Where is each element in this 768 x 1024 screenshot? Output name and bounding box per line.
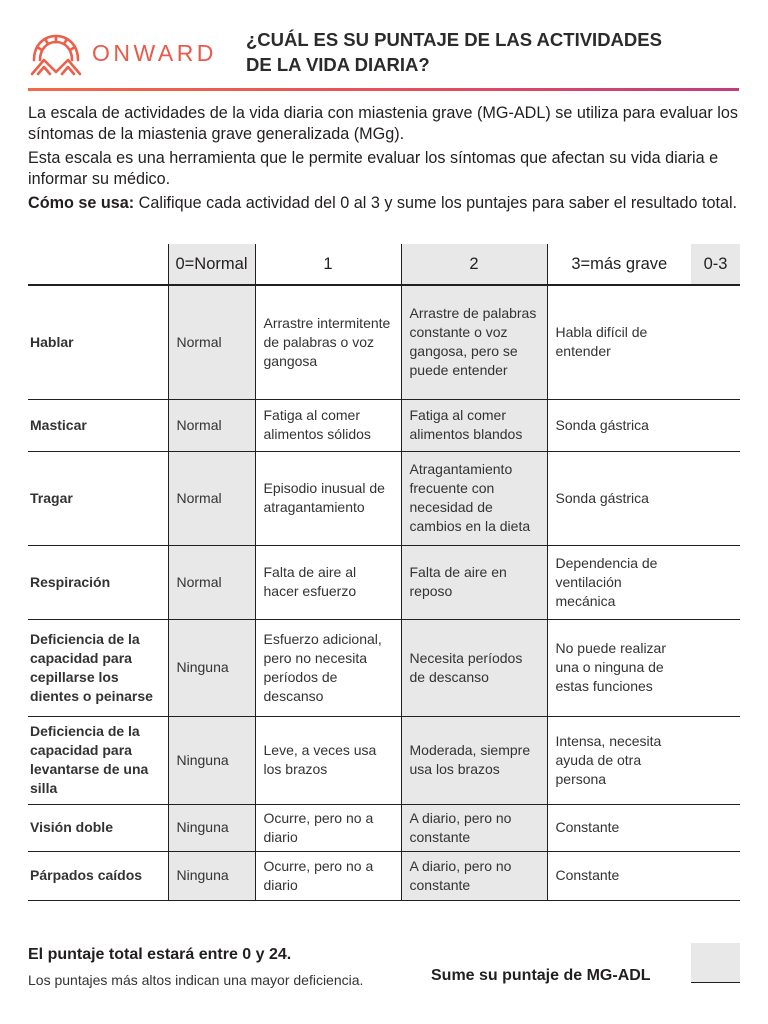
score-1-text: Fatiga al comer alimentos sólidos [255,399,401,451]
score-entry-field[interactable] [691,851,740,900]
score-3-text: No puede realizar una o ninguna de estas funciones [547,619,691,716]
activity-label: Deficiencia de la capacidad para levantarse de una silla [28,716,168,804]
score-0-text: Normal [168,451,255,545]
table-row [28,285,740,399]
score-1-text: Falta de aire al hacer esfuerzo [255,545,401,619]
table-row [28,804,740,851]
brand-name: ONWARD [92,40,217,66]
header-blank-cell [28,244,168,285]
header-score-range: 0-3 [691,244,740,285]
score-1-text: Esfuerzo adicional, pero no necesita períodos de descanso [255,619,401,716]
score-1-text: Ocurre, pero no a diario [255,804,401,851]
score-2-text: Arrastre de palabras constante o voz gangosa, pero se puede entender [401,285,547,399]
onward-logo-icon [28,30,84,78]
score-0-text: Ninguna [168,804,255,851]
header-score-1: 1 [255,244,401,285]
score-3-text: Constante [547,804,691,851]
intro-paragraph-2: Esta escala es una herramienta que le permite evaluar los síntomas que afectan su vida diaria e informar su médico. [28,149,719,188]
score-entry-field[interactable] [691,804,740,851]
how-to-label: Cómo se usa: [28,194,135,212]
score-0-text: Ninguna [168,851,255,900]
intro-paragraph-1: La escala de actividades de la vida diaria con miastenia grave (MG-ADL) se utiliza para evaluar los síntomas de la miastenia grave generalizada (MGg). [28,104,738,143]
mg-adl-table [28,244,740,901]
score-0-text: Normal [168,399,255,451]
how-to-text: Califique cada actividad del 0 al 3 y sume los puntajes para saber el resultado total. [134,194,738,212]
table-row [28,451,740,545]
score-3-text: Dependencia de ventilación mecánica [547,545,691,619]
score-2-text: Necesita períodos de descanso [401,619,547,716]
score-1-text: Episodio inusual de atragantamiento [255,451,401,545]
activity-label: Respiración [28,545,168,619]
table-row [28,545,740,619]
header-score-2: 2 [401,244,547,285]
score-3-text: Sonda gástrica [547,451,691,545]
score-entry-field[interactable] [691,716,740,804]
score-3-text: Sonda gástrica [547,399,691,451]
score-0-text: Normal [168,285,255,399]
intro-paragraph-3 [28,193,740,214]
activity-label: Visión doble [28,804,168,851]
sum-score-label: Sume su puntaje de MG-ADL [431,967,651,984]
score-1-text: Ocurre, pero no a diario [255,851,401,900]
score-entry-field[interactable] [691,545,740,619]
score-0-text: Normal [168,545,255,619]
score-2-text: A diario, pero no constante [401,851,547,900]
table-row [28,619,740,716]
score-0-text: Ninguna [168,619,255,716]
accent-divider [28,88,739,91]
page-title-line-2: DE LA VIDA DIARIA? [246,54,430,75]
activity-label: Masticar [28,399,168,451]
intro-text [28,103,740,218]
header-score-0: 0=Normal [168,244,255,285]
table-row [28,399,740,451]
header-score-3: 3=más grave [547,244,691,285]
table-header-row [28,244,740,285]
page-header [0,0,768,92]
score-entry-field[interactable] [691,451,740,545]
score-3-text: Habla difícil de entender [547,285,691,399]
score-2-text: A diario, pero no constante [401,804,547,851]
score-0-text: Ninguna [168,716,255,804]
activity-label: Hablar [28,285,168,399]
score-1-text: Arrastre intermitente de palabras o voz gangosa [255,285,401,399]
page-title [246,27,746,77]
total-score-field[interactable] [691,943,740,983]
activity-label: Párpados caídos [28,851,168,900]
activity-label: Deficiencia de la capacidad para cepillarse los dientes o peinarse [28,619,168,716]
score-2-text: Moderada, siempre usa los brazos [401,716,547,804]
score-3-text: Constante [547,851,691,900]
table-row [28,716,740,804]
score-entry-field[interactable] [691,619,740,716]
activity-label: Tragar [28,451,168,545]
page-title-line-1: ¿CUÁL ES SU PUNTAJE DE LAS ACTIVIDADES [246,29,662,50]
score-entry-field[interactable] [691,285,740,399]
score-3-text: Intensa, necesita ayuda de otra persona [547,716,691,804]
score-2-text: Falta de aire en reposo [401,545,547,619]
score-2-text: Atragantamiento frecuente con necesidad de cambios en la dieta [401,451,547,545]
total-range-note: Los puntajes más altos indican una mayor deficiencia. [28,972,364,988]
table-row [28,851,740,900]
score-1-text: Leve, a veces usa los brazos [255,716,401,804]
score-entry-field[interactable] [691,399,740,451]
score-2-text: Fatiga al comer alimentos blandos [401,399,547,451]
total-range-heading: El puntaje total estará entre 0 y 24. [28,946,292,963]
